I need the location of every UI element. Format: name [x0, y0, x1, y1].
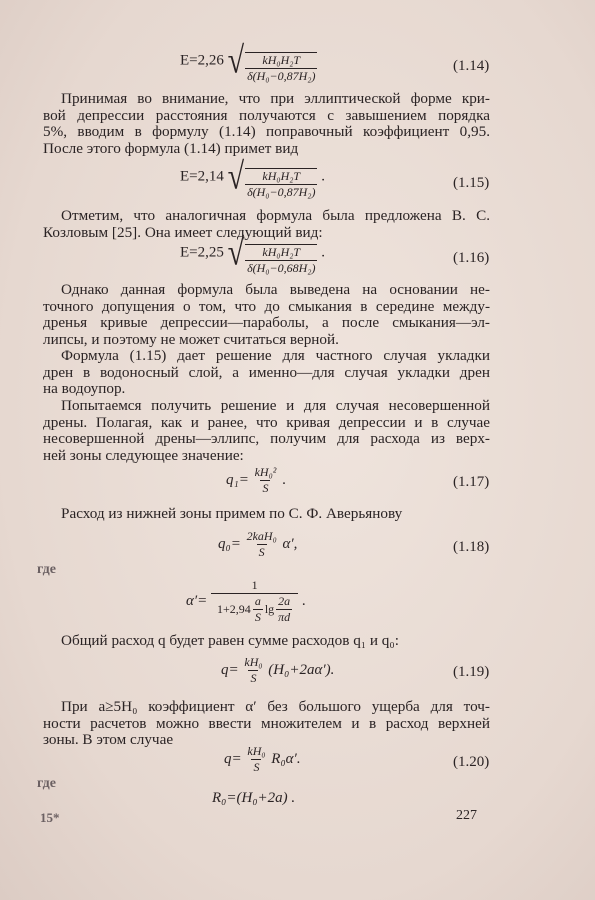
text-line: Попытаемся получить решение и для случая несовершенной [61, 397, 490, 414]
text-line: Расход из нижней зоны примем по С. Ф. Аверьянову [61, 505, 403, 522]
fraction-numerator: 2kaH₀ [246, 529, 277, 543]
equation-number: (1.18) [453, 539, 490, 555]
text-line: дренья кривые депрессии—параболы, а после смыкания—эл- [43, 314, 490, 331]
equation-number: (1.15) [453, 175, 490, 191]
text-line: 5%, вводим в формулу (1.14) поправочный коэффициент 0,95. [43, 123, 490, 140]
equation-tail: R₀α′. [271, 750, 301, 767]
equation-lhs: E=2,26 [180, 52, 224, 69]
fraction-denominator: δ(H₀−0,87H₂) [247, 69, 316, 84]
equation-1-15 [180, 155, 325, 202]
fraction-numerator: 1 [251, 578, 258, 592]
fraction-denominator: S [253, 760, 260, 774]
fraction-denominator: S [250, 671, 257, 685]
paragraph [43, 208, 490, 241]
paragraph [43, 91, 490, 157]
fraction-numerator: a [254, 594, 261, 608]
text-line: несовершенной дрены—эллипс, получим для расхода из верх- [43, 430, 490, 447]
text-line: на водоупор. [43, 380, 126, 397]
fraction-denominator: S [262, 481, 269, 495]
equation-tail: . [282, 471, 286, 488]
text-line: Козловым [25]. Она имеет следующий вид: [43, 223, 323, 241]
fraction-numerator: kH₀H₂T [262, 169, 301, 184]
text-line: ней зоны следующее значение: [43, 446, 244, 464]
equation-lhs: E=2,14 [180, 168, 224, 185]
equation-1-14 [180, 39, 317, 86]
paragraph [43, 348, 490, 398]
fraction-numerator: kH₀ [247, 744, 266, 758]
paragraph [43, 398, 490, 464]
text-line: липсы, и поэтому не может считаться верной. [43, 330, 339, 348]
equation-1-17 [226, 465, 286, 505]
text-line: При a≥5H₀ коэффициент α′ без большого ущерба для точ- [61, 698, 490, 715]
text-line: Общий расход q будет равен сумме расходов q₁ и q₀: [61, 632, 399, 649]
equation-lhs: E=2,25 [180, 244, 224, 261]
paragraph [43, 506, 490, 523]
fraction-numerator: 2a [278, 594, 291, 608]
text-line: Формула (1.15) дает решение для частного случая укладки [61, 347, 490, 364]
text-line: ности расчетов можно ввести множителем и в расход верхней [43, 714, 490, 732]
equation-alpha [186, 578, 306, 624]
equation-tail: (H₀+2aα′). [268, 661, 335, 678]
equation-1-19 [221, 655, 334, 695]
text-line: зоны. В этом случае [43, 731, 174, 748]
signature-mark: 15* [40, 810, 60, 825]
denominator-term: 1+2,94 [217, 602, 251, 616]
text-line: Однако данная формула была выведена на основании не- [61, 281, 490, 298]
equation-tail: . [301, 592, 306, 609]
page-number: 227 [456, 808, 477, 823]
equation-lhs: q= [221, 661, 239, 678]
where-label: где [37, 776, 56, 791]
fraction-numerator: kH₀H₂T [262, 53, 301, 68]
fraction-denominator: S [254, 610, 261, 624]
equation-1-20 [224, 744, 301, 784]
equation-lhs: q₀= [218, 535, 241, 552]
equation-tail: α′, [282, 535, 298, 552]
text-line: После этого формула (1.14) примет вид [43, 139, 299, 157]
text-line: дрены. Полагая, как и ранее, что кривая депрессии и в случае [43, 413, 490, 431]
equation-1-16 [180, 231, 325, 278]
equation-lhs: q= [224, 750, 242, 767]
equation-lhs: q₁= [226, 471, 249, 488]
fraction-numerator: kH₀² [254, 465, 277, 479]
fraction-numerator: kH₀ [244, 655, 263, 669]
sqrt-symbol: √ [227, 155, 245, 197]
fraction-numerator: kH₀H₂T [262, 245, 301, 260]
equation-tail: . [321, 168, 325, 185]
where-label: где [37, 562, 56, 577]
fraction-denominator: δ(H₀−0,68H₂) [247, 261, 316, 276]
equation-number: (1.20) [453, 754, 490, 770]
paragraph [43, 633, 490, 650]
text-line: Отметим, что аналогичная формула была предложена В. С. [61, 207, 490, 224]
equation-r0: R₀=(H₀+2a) . [212, 790, 296, 806]
text-line: вой депрессии расстояния получаются с завышением порядка [43, 106, 490, 124]
equation-number: (1.17) [453, 474, 490, 490]
equation-number: (1.16) [453, 250, 490, 266]
equation-number: (1.14) [453, 58, 490, 74]
fraction-denominator: S [258, 545, 265, 559]
text-line: точного допущения о том, что до смыкания в середине между- [43, 297, 490, 315]
paragraph [43, 699, 490, 749]
equation-1-18 [218, 529, 297, 569]
paragraph [43, 282, 490, 348]
text-line: дрен в водоносный слой, а именно—для случая укладки дрен [43, 363, 490, 381]
fraction-denominator [211, 593, 298, 625]
fraction-denominator: δ(H₀−0,87H₂) [247, 185, 316, 200]
fraction-denominator: πd [278, 610, 291, 624]
equation-tail: . [321, 244, 325, 261]
equation-number: (1.19) [453, 664, 490, 680]
sqrt-symbol: √ [227, 231, 245, 273]
sqrt-symbol: √ [227, 39, 245, 81]
text-line: Принимая во внимание, что при эллиптической форме кри- [61, 90, 490, 107]
equation-lhs: α′= [186, 592, 208, 609]
log-symbol: lg [264, 602, 275, 616]
